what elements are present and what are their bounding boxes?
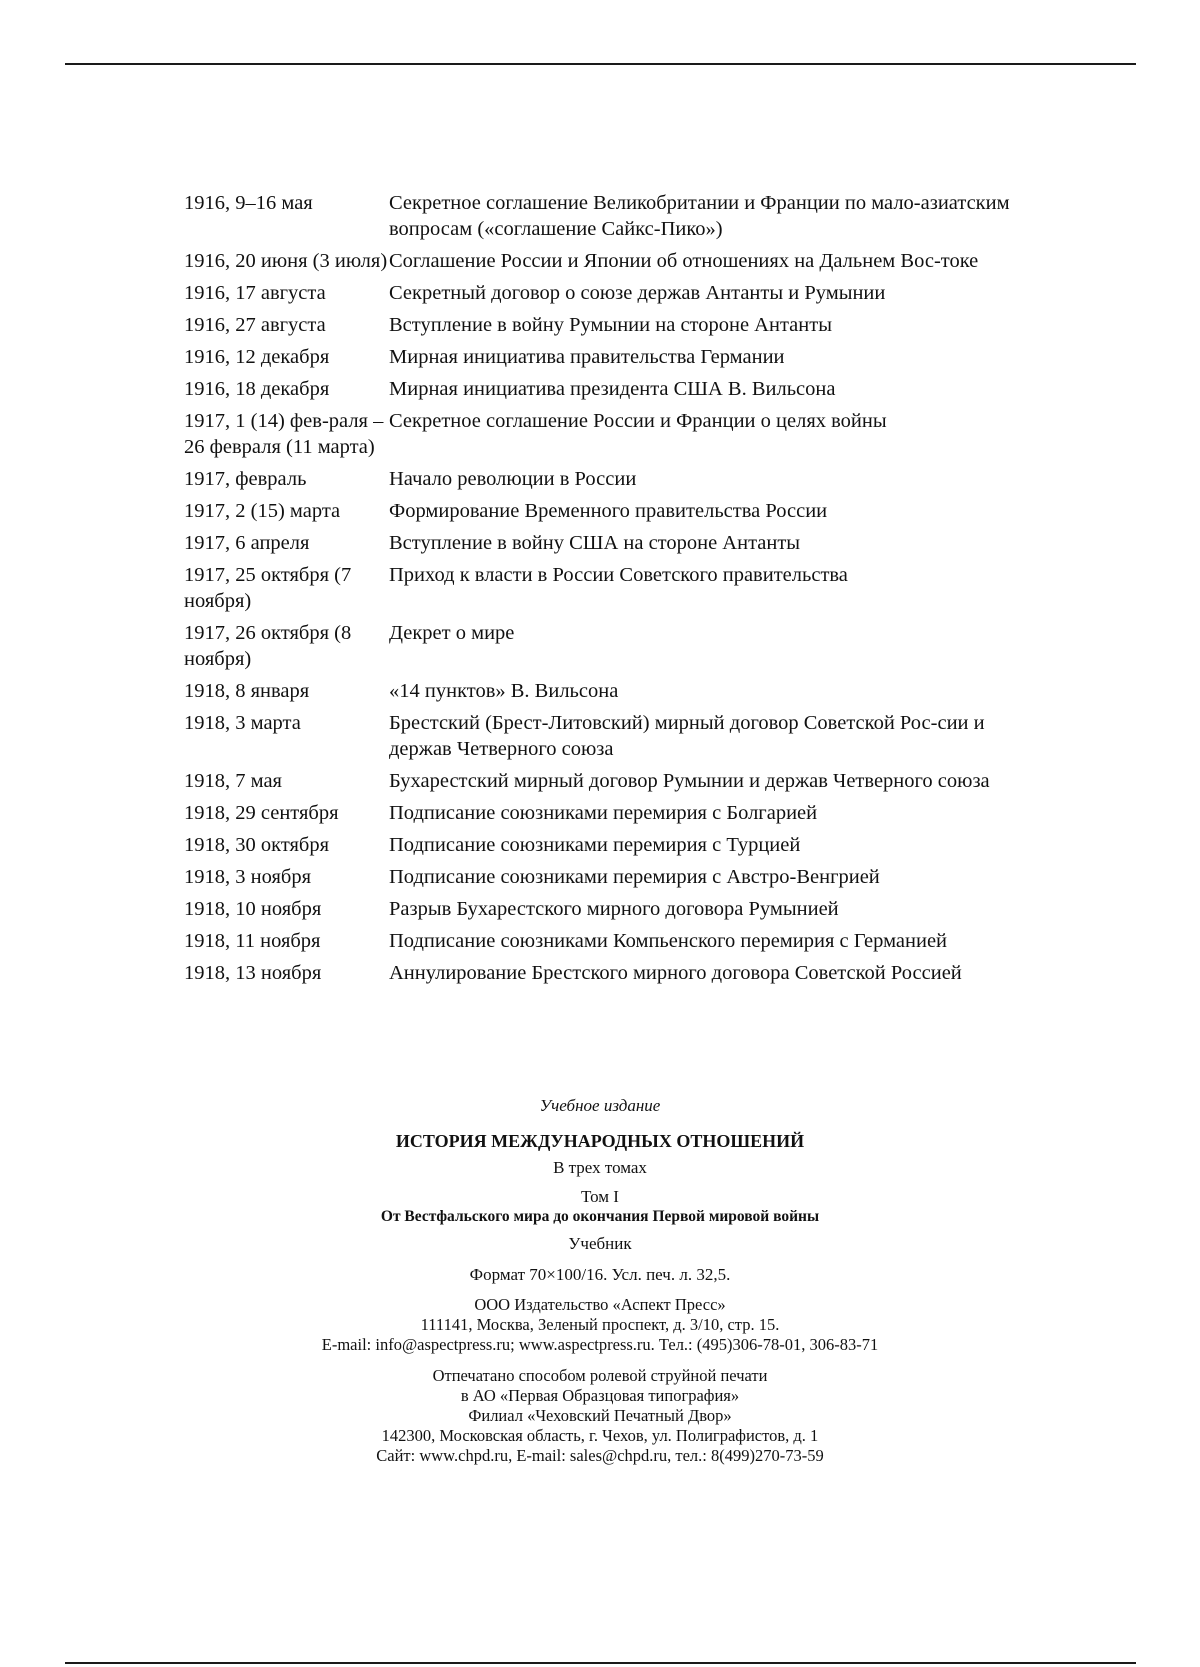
book-subtitle: От Вестфальского мира до окончания Первой мировой войны bbox=[380, 1208, 820, 1225]
chronology-row bbox=[184, 280, 1014, 306]
bottom-rule bbox=[65, 1662, 1136, 1664]
chronology-row bbox=[184, 620, 1014, 672]
chronology-event: Формирование Временного правительства России bbox=[389, 500, 828, 522]
chronology-event: Секретный договор о союзе держав Антанты и Румынии bbox=[389, 282, 886, 304]
chronology-event: Подписание союзниками перемирия с Турцией bbox=[389, 834, 801, 856]
edition-kind: Учебное издание bbox=[539, 1096, 661, 1115]
chronology-date: 1916, 17 августа bbox=[184, 282, 326, 304]
chronology-date: 1916, 20 июня (3 июля) bbox=[184, 250, 388, 272]
chronology-event: Секретное соглашение Великобритании и Франции по мало-азиатским вопросам («соглашение Сайкс-Пико») bbox=[389, 192, 1010, 240]
chronology-row bbox=[184, 710, 1014, 762]
chronology-event: Секретное соглашение России и Франции о целях войны bbox=[389, 410, 887, 432]
chronology-event: Разрыв Бухарестского мирного договора Румынией bbox=[389, 898, 839, 920]
chronology-row bbox=[184, 960, 1014, 986]
chronology-row bbox=[184, 376, 1014, 402]
imprint-block bbox=[200, 1096, 1000, 1466]
volumes-note: В трех томах bbox=[553, 1158, 647, 1177]
chronology-row bbox=[184, 498, 1014, 524]
publisher-contacts: E-mail: info@aspectpress.ru; www.aspectpress.ru. Тел.: (495)306-78-01, 306-83-71 bbox=[321, 1335, 879, 1354]
chronology-row bbox=[184, 928, 1014, 954]
chronology-row bbox=[184, 864, 1014, 890]
chronology-event: Соглашение России и Японии об отношениях на Дальнем Вос-токе bbox=[389, 250, 979, 272]
chronology-row bbox=[184, 800, 1014, 826]
chronology-date: 1917, февраль bbox=[184, 468, 307, 490]
chronology-row bbox=[184, 832, 1014, 858]
chronology-date: 1918, 30 октября bbox=[184, 834, 330, 856]
chronology-date: 1917, 26 октября (8 ноября) bbox=[184, 622, 352, 670]
chronology-date: 1918, 8 января bbox=[184, 680, 310, 702]
chronology-event: Подписание союзниками перемирия с Австро-Венгрией bbox=[389, 866, 880, 888]
chronology-date: 1916, 12 декабря bbox=[184, 346, 330, 368]
top-rule bbox=[65, 63, 1136, 65]
chronology-date: 1918, 3 ноября bbox=[184, 866, 311, 888]
chronology-date: 1916, 27 августа bbox=[184, 314, 326, 336]
chronology-row bbox=[184, 466, 1014, 492]
chronology-row bbox=[184, 312, 1014, 338]
chronology-event: Декрет о мире bbox=[389, 622, 515, 644]
chronology-event: Подписание союзниками Компьенского перемирия с Германией bbox=[389, 930, 948, 952]
chronology-event: Приход к власти в России Советского правительства bbox=[389, 564, 848, 586]
publisher-address: 111141, Москва, Зеленый проспект, д. 3/10, стр. 15. bbox=[420, 1315, 780, 1334]
chronology-date: 1918, 7 мая bbox=[184, 770, 282, 792]
chronology-date: 1918, 3 марта bbox=[184, 712, 301, 734]
chronology-event: Подписание союзниками перемирия с Болгарией bbox=[389, 802, 818, 824]
chronology-table bbox=[184, 190, 1014, 992]
chronology-date: 1917, 25 октября (7 ноября) bbox=[184, 564, 352, 612]
book-genre: Учебник bbox=[568, 1234, 632, 1253]
chronology-date: 1918, 29 сентября bbox=[184, 802, 339, 824]
chronology-date: 1916, 18 декабря bbox=[184, 378, 330, 400]
chronology-event: «14 пунктов» В. Вильсона bbox=[389, 680, 619, 702]
chronology-event: Мирная инициатива правительства Германии bbox=[389, 346, 785, 368]
printer-contacts: Сайт: www.chpd.ru, E-mail: sales@chpd.ru, тел.: 8(499)270-73-59 bbox=[376, 1446, 824, 1465]
chronology-event: Начало революции в России bbox=[389, 468, 637, 490]
chronology-event: Вступление в войну Румынии на стороне Антанты bbox=[389, 314, 832, 336]
printer-name: в АО «Первая Образцовая типография» bbox=[460, 1386, 740, 1405]
chronology-row bbox=[184, 248, 1014, 274]
chronology-event: Вступление в войну США на стороне Антанты bbox=[389, 532, 801, 554]
chronology-date: 1917, 6 апреля bbox=[184, 532, 310, 554]
chronology-row bbox=[184, 678, 1014, 704]
chronology-row bbox=[184, 562, 1014, 614]
chronology-date: 1916, 9–16 мая bbox=[184, 192, 313, 214]
printer-address: 142300, Московская область, г. Чехов, ул. Полиграфистов, д. 1 bbox=[381, 1426, 819, 1445]
format-info: Формат 70×100/16. Усл. печ. л. 32,5. bbox=[469, 1265, 731, 1284]
chronology-row bbox=[184, 896, 1014, 922]
volume-number: Том I bbox=[581, 1187, 619, 1206]
chronology-row bbox=[184, 768, 1014, 794]
chronology-row bbox=[184, 190, 1014, 242]
chronology-date: 1917, 1 (14) фев-раля – 26 февраля (11 марта) bbox=[184, 410, 384, 458]
chronology-date: 1917, 2 (15) марта bbox=[184, 500, 341, 522]
printer-branch: Филиал «Чеховский Печатный Двор» bbox=[468, 1406, 732, 1425]
chronology-date: 1918, 10 ноября bbox=[184, 898, 322, 920]
chronology-event: Бухарестский мирный договор Румынии и держав Четверного союза bbox=[389, 770, 990, 792]
chronology-event: Брестский (Брест-Литовский) мирный договор Советской Рос-сии и держав Четверного союза bbox=[389, 712, 985, 760]
chronology-row bbox=[184, 344, 1014, 370]
publisher-name: ООО Издательство «Аспект Пресс» bbox=[474, 1295, 726, 1314]
chronology-date: 1918, 11 ноября bbox=[184, 930, 321, 952]
chronology-row bbox=[184, 408, 1014, 460]
chronology-row bbox=[184, 530, 1014, 556]
chronology-date: 1918, 13 ноября bbox=[184, 962, 322, 984]
printing-method: Отпечатано способом ролевой струйной печати bbox=[432, 1366, 768, 1385]
book-title: ИСТОРИЯ МЕЖДУНАРОДНЫХ ОТНОШЕНИЙ bbox=[395, 1131, 805, 1151]
chronology-event: Аннулирование Брестского мирного договора Советской Россией bbox=[389, 962, 962, 984]
chronology-event: Мирная инициатива президента США В. Вильсона bbox=[389, 378, 836, 400]
